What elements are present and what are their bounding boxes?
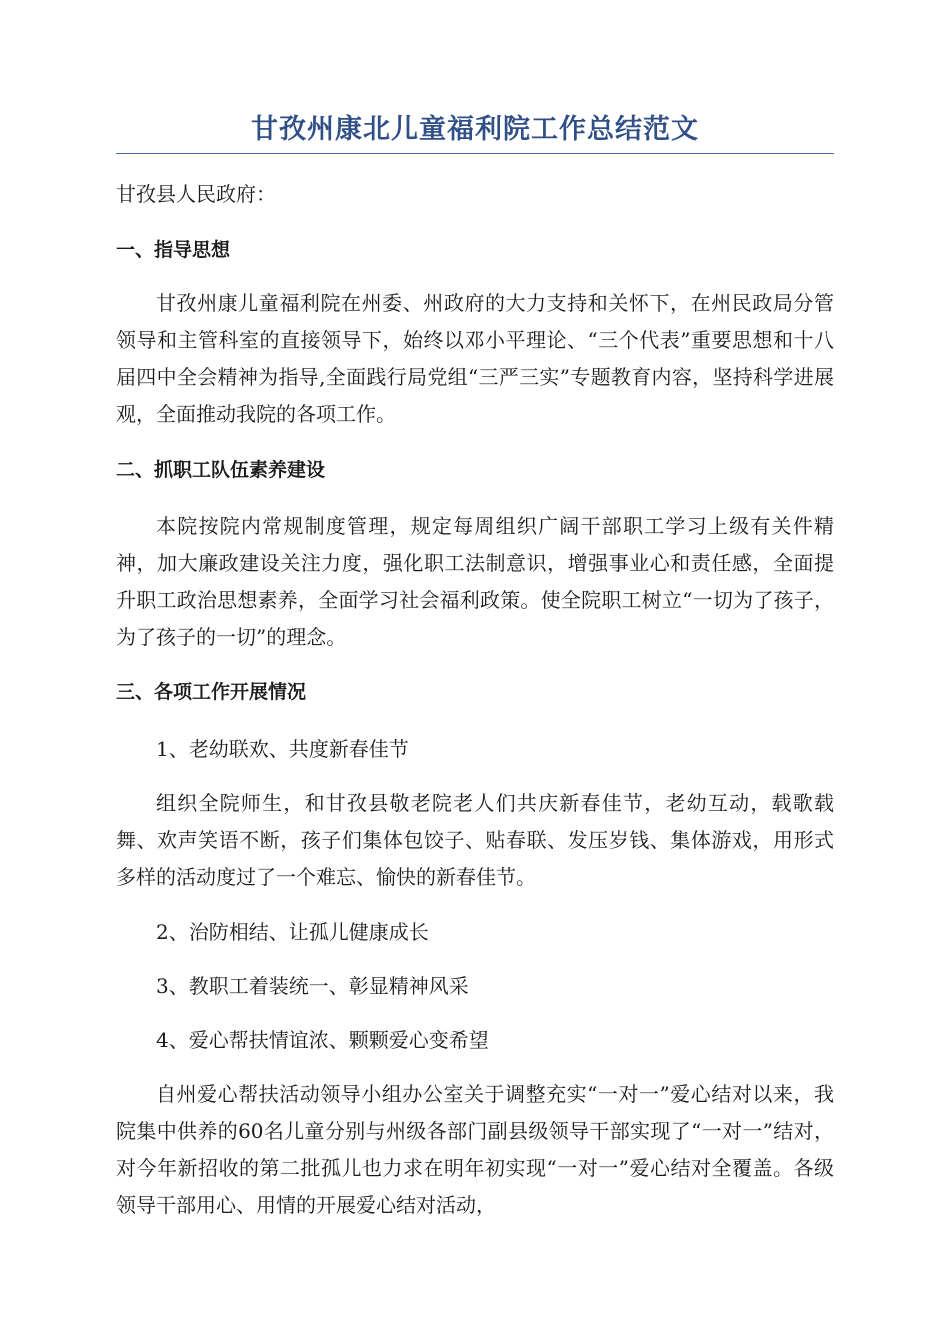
salutation: 甘孜县人民政府： [116,182,276,206]
subsection-label-4: 4、爱心帮扶情谊浓、颗颗爱心变希望 [156,1028,489,1052]
subsection-label-3: 3、教职工着装统一、彰显精神风采 [156,974,469,998]
title-underline [116,153,834,154]
subsection-paragraph-4: 自州爱心帮扶活动领导小组办公室关于调整充实“一对一”爱心结对以来，我院集中供养的60名儿童分别与州级各部门副县级领导干部实现了“一对一”结对，对今年新招收的第二批孤儿也力求在明年初实现“一对一”爱心结对全覆盖。各级领导干部用心、用情的开展爱心结对活动， [116,1082,834,1217]
section-paragraph-1: 甘孜州康儿童福利院在州委、州政府的大力支持和关怀下，在州民政局分管领导和主管科室的直接领导下，始终以邓小平理论、“三个代表”重要思想和十八届四中全会精神为指导,全面践行局党组“三严三实”专题教育内容，坚持科学进展观，全面推动我院的各项工作。 [116,291,834,426]
subsection-label-1: 1、老幼联欢、共度新春佳节 [156,737,409,761]
section-heading-2: 二、抓职工队伍素养建设 [116,459,326,481]
section-paragraph-2: 本院按院内常规制度管理，规定每周组织广阔干部职工学习上级有关件精神，加大廉政建设关注力度，强化职工法制意识，增强事业心和责任感，全面提升职工政治思想素养，全面学习社会福利政策。使全院职工树立“一切为了孩子，为了孩子的一切”的理念。 [116,514,834,649]
section-heading-3: 三、各项工作开展情况 [116,681,307,703]
document-title: 甘孜州康北儿童福利院工作总结范文 [251,114,699,145]
subsection-label-2: 2、治防相结、让孤儿健康成长 [156,920,429,944]
subsection-paragraph-1: 组织全院师生，和甘孜县敬老院老人们共庆新春佳节，老幼互动，载歌载舞、欢声笑语不断，孩子们集体包饺子、贴春联、发压岁钱、集体游戏，用形式多样的活动度过了一个难忘、愉快的新春佳节。 [116,791,834,889]
section-heading-1: 一、指导思想 [116,239,231,261]
